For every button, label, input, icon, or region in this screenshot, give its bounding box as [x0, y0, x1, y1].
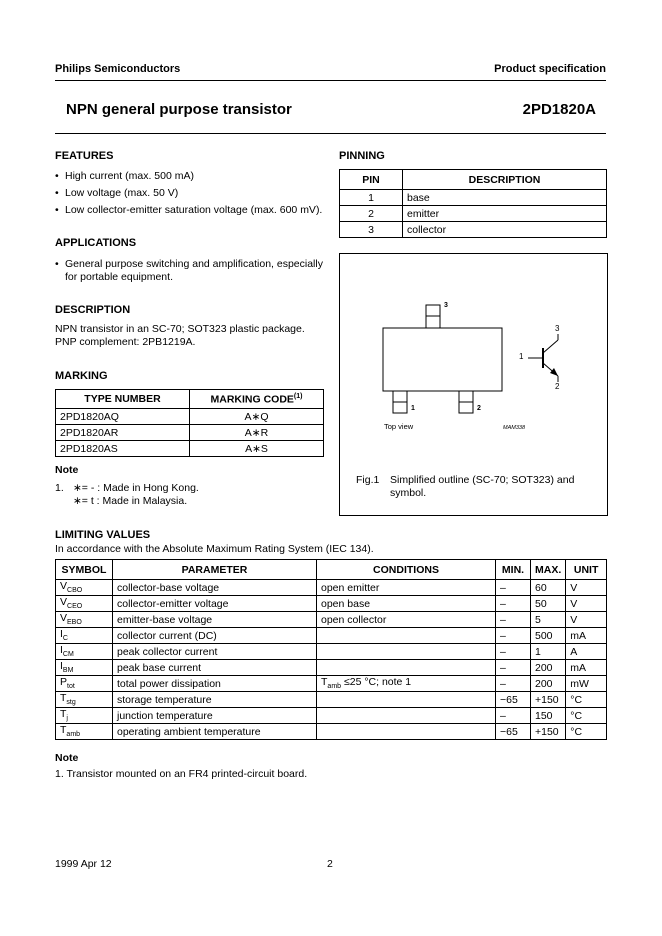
marking-col-code: [190, 390, 324, 409]
max-cell: 50: [531, 596, 566, 612]
conditions-cell: [317, 628, 496, 644]
symbol-main: V: [60, 612, 68, 625]
marking-col-type: TYPE NUMBER: [56, 390, 190, 409]
col-unit: UNIT: [566, 560, 607, 580]
marking-code: A∗Q: [190, 409, 324, 425]
min-cell: –: [496, 708, 531, 724]
symbol-pin3-label: 3: [555, 324, 560, 333]
min-cell: −65: [496, 724, 531, 740]
marking-table: [55, 389, 324, 457]
symbol-collector-line: [543, 340, 558, 353]
limiting-note-heading: Note: [55, 752, 79, 764]
title-rule: [55, 133, 606, 134]
marking-heading: MARKING: [55, 370, 108, 382]
marking-note-line2: ∗= t : Made in Malaysia.: [73, 495, 188, 507]
conditions-cell: [317, 708, 496, 724]
pin-description: collector: [403, 222, 607, 238]
table-row: [56, 676, 607, 692]
package-outline-figure: [340, 254, 606, 464]
max-cell: 200: [531, 676, 566, 692]
table-row: [56, 724, 607, 740]
unit-cell: mW: [566, 676, 607, 692]
unit-cell: V: [566, 580, 607, 596]
table-row: [56, 660, 607, 676]
symbol-cell: [56, 708, 113, 724]
parameter-cell: collector-base voltage: [113, 580, 317, 596]
conditions-cell: [317, 692, 496, 708]
applications-list: [55, 258, 327, 288]
doc-type: Product specification: [494, 63, 606, 75]
symbol-main: T: [60, 692, 67, 705]
symbol-cell: [56, 628, 113, 644]
unit-cell: mA: [566, 628, 607, 644]
symbol-sub: CEO: [67, 603, 83, 611]
features-heading: FEATURES: [55, 150, 114, 162]
unit-cell: °C: [566, 708, 607, 724]
parameter-cell: emitter-base voltage: [113, 612, 317, 628]
pinning-col-pin: PIN: [340, 170, 403, 190]
conditions-symbol-sub: amb: [327, 683, 342, 691]
table-row: [56, 628, 607, 644]
pinning-table: [339, 169, 607, 238]
col-conditions: CONDITIONS: [317, 560, 496, 580]
company-name: Philips Semiconductors: [55, 63, 181, 75]
symbol-main: I: [60, 644, 63, 657]
description-heading: DESCRIPTION: [55, 304, 131, 316]
marking-code: A∗S: [190, 441, 324, 457]
features-item: • Low collector-emitter saturation voltage (max. 600 mV).: [55, 204, 330, 217]
marking-type: 2PD1820AQ: [56, 409, 190, 425]
limiting-heading: LIMITING VALUES: [55, 529, 151, 541]
marking-note-heading: Note: [55, 464, 79, 476]
min-cell: –: [496, 660, 531, 676]
limiting-table: [55, 559, 607, 740]
description-line2: PNP complement: 2PB1219A.: [55, 336, 196, 348]
limiting-intro: In accordance with the Absolute Maximum Rating System (IEC 134).: [55, 543, 374, 555]
min-cell: –: [496, 644, 531, 660]
parameter-cell: storage temperature: [113, 692, 317, 708]
features-item: • Low voltage (max. 50 V): [55, 187, 330, 200]
pin-description: base: [403, 190, 607, 206]
table-row: [56, 596, 607, 612]
symbol-cell: [56, 580, 113, 596]
min-cell: –: [496, 596, 531, 612]
symbol-sub: tot: [67, 683, 75, 691]
unit-cell: V: [566, 612, 607, 628]
figure-caption-num: Fig.1: [356, 474, 380, 486]
symbol-cell: [56, 660, 113, 676]
marking-type: 2PD1820AS: [56, 441, 190, 457]
min-cell: –: [496, 612, 531, 628]
symbol-sub: BM: [62, 667, 74, 675]
symbol-cell: [56, 692, 113, 708]
symbol-main: V: [60, 596, 68, 609]
conditions-cell: open emitter: [317, 580, 496, 596]
symbol-sub: C: [62, 635, 68, 643]
marking-note-line1: ∗= - : Made in Hong Kong.: [73, 482, 199, 494]
table-row: [56, 692, 607, 708]
marking-col-code-label: MARKING CODE: [210, 393, 294, 406]
symbol-cell: [56, 612, 113, 628]
pkg-pin2-label: 2: [477, 405, 481, 412]
conditions-cell: [317, 724, 496, 740]
conditions-cell: [317, 660, 496, 676]
min-cell: –: [496, 628, 531, 644]
max-cell: 200: [531, 660, 566, 676]
unit-cell: A: [566, 644, 607, 660]
symbol-sub: CBO: [67, 587, 83, 595]
max-cell: +150: [531, 724, 566, 740]
symbol-main: V: [60, 580, 68, 593]
max-cell: 5: [531, 612, 566, 628]
table-row: [56, 441, 324, 457]
pin-number: 2: [340, 206, 403, 222]
page-number: 2: [327, 858, 333, 870]
max-cell: +150: [531, 692, 566, 708]
marking-code: A∗R: [190, 425, 324, 441]
max-cell: 60: [531, 580, 566, 596]
limiting-note-text: 1. Transistor mounted on an FR4 printed-circuit board.: [55, 768, 308, 780]
parameter-cell: peak collector current: [113, 644, 317, 660]
symbol-sub: j: [66, 715, 68, 723]
pinning-heading: PINNING: [339, 150, 385, 162]
unit-cell: mA: [566, 660, 607, 676]
table-row: [56, 409, 324, 425]
parameter-cell: junction temperature: [113, 708, 317, 724]
max-cell: 500: [531, 628, 566, 644]
table-row: [340, 190, 607, 206]
symbol-pin1-label: 1: [519, 352, 524, 361]
marking-type: 2PD1820AR: [56, 425, 190, 441]
description-line1: NPN transistor in an SC-70; SOT323 plastic package.: [55, 323, 305, 335]
symbol-main: I: [60, 628, 63, 641]
table-row: [56, 708, 607, 724]
figure-caption-line1: Simplified outline (SC-70; SOT323) and: [390, 474, 575, 486]
header-rule: [55, 80, 606, 81]
marking-note-num: 1.: [55, 482, 64, 494]
unit-cell: °C: [566, 692, 607, 708]
pkg-pin3-label: 3: [444, 302, 448, 309]
symbol-emitter-arrow: [550, 368, 558, 376]
symbol-cell: [56, 676, 113, 692]
conditions-text: ≤25 °C; note 1: [341, 676, 412, 689]
min-cell: –: [496, 676, 531, 692]
symbol-main: T: [60, 724, 67, 737]
col-min: MIN.: [496, 560, 531, 580]
col-max: MAX.: [531, 560, 566, 580]
applications-item: • General purpose switching and amplification, especially for portable equipment.: [55, 258, 327, 284]
pin-number: 1: [340, 190, 403, 206]
marking-col-code-ref: (1): [293, 392, 303, 400]
symbol-pin2-label: 2: [555, 382, 560, 391]
features-list: [55, 170, 330, 221]
conditions-cell: open collector: [317, 612, 496, 628]
max-cell: 1: [531, 644, 566, 660]
parameter-cell: peak base current: [113, 660, 317, 676]
table-row: [56, 580, 607, 596]
features-item: • High current (max. 500 mA): [55, 170, 330, 183]
pinning-col-desc: DESCRIPTION: [403, 170, 607, 190]
symbol-main: T: [60, 708, 67, 721]
pin-number: 3: [340, 222, 403, 238]
symbol-sub: CM: [62, 651, 74, 659]
symbol-cell: [56, 724, 113, 740]
applications-heading: APPLICATIONS: [55, 237, 137, 249]
col-symbol: SYMBOL: [56, 560, 113, 580]
col-parameter: PARAMETER: [113, 560, 317, 580]
footer-date: 1999 Apr 12: [55, 858, 112, 870]
table-row: [56, 612, 607, 628]
table-row: [340, 206, 607, 222]
parameter-cell: collector-emitter voltage: [113, 596, 317, 612]
parameter-cell: collector current (DC): [113, 628, 317, 644]
min-cell: −65: [496, 692, 531, 708]
unit-cell: V: [566, 596, 607, 612]
pin-description: emitter: [403, 206, 607, 222]
symbol-sub: stg: [66, 699, 76, 707]
parameter-cell: operating ambient temperature: [113, 724, 317, 740]
min-cell: –: [496, 580, 531, 596]
max-cell: 150: [531, 708, 566, 724]
part-number: 2PD1820A: [522, 101, 596, 118]
symbol-sub: EBO: [67, 619, 82, 627]
conditions-symbol: T: [321, 676, 328, 689]
page-title: NPN general purpose transistor: [66, 101, 292, 118]
top-view-label: Top view: [384, 422, 414, 431]
conditions-cell: [317, 644, 496, 660]
conditions-cell: [317, 676, 496, 692]
table-row: [56, 425, 324, 441]
symbol-cell: [56, 596, 113, 612]
table-row: [56, 644, 607, 660]
figure-code: MAM338: [503, 425, 526, 431]
symbol-main: P: [60, 676, 68, 689]
table-row: [340, 222, 607, 238]
figure-caption-line2: symbol.: [390, 487, 427, 499]
symbol-sub: amb: [66, 731, 81, 739]
unit-cell: °C: [566, 724, 607, 740]
parameter-cell: total power dissipation: [113, 676, 317, 692]
symbol-cell: [56, 644, 113, 660]
pkg-pin1-label: 1: [411, 405, 415, 412]
conditions-cell: open base: [317, 596, 496, 612]
package-body: [383, 328, 502, 391]
symbol-main: I: [60, 660, 63, 673]
